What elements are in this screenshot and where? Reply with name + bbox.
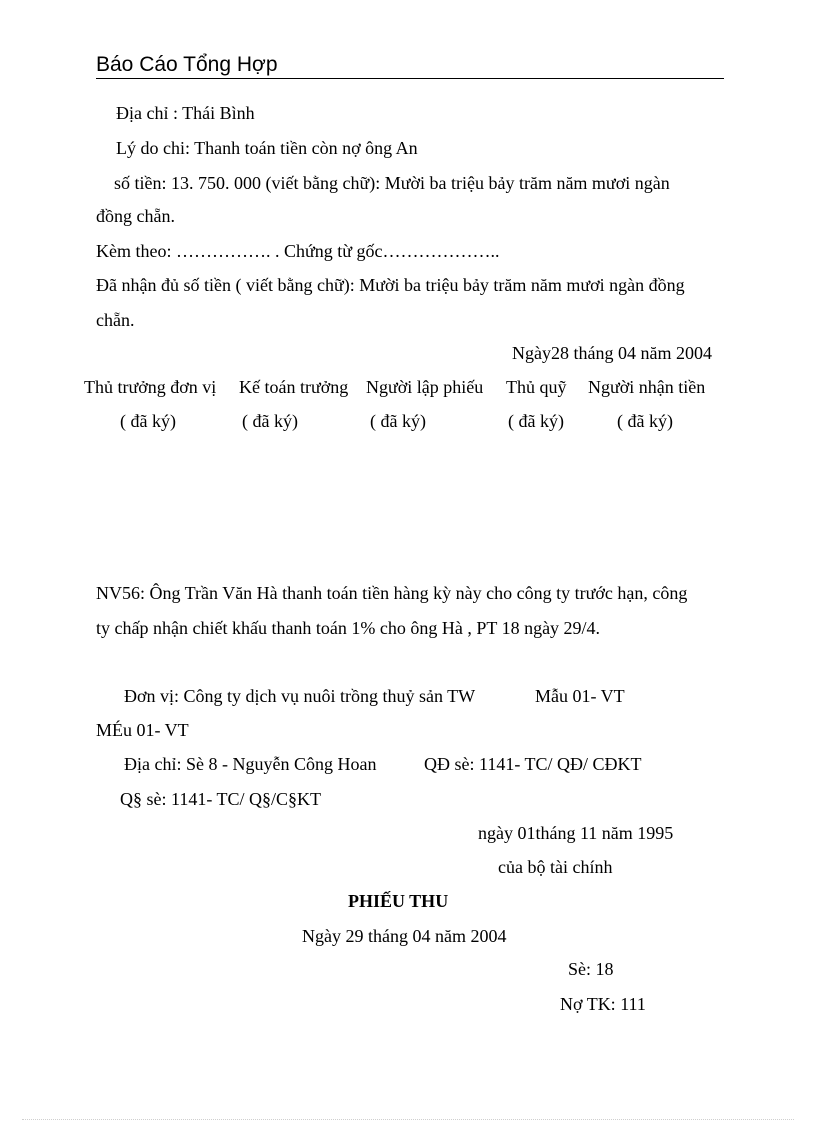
header-rule [96, 78, 724, 79]
payer-address: Địa chỉ : Thái Bình [116, 103, 255, 123]
receipt-form-code-garbled: MÉu 01- VT [96, 720, 189, 740]
attached-documents: Kèm theo: ……………. . Chứng từ gốc……………….. [96, 241, 500, 261]
signatory-role: Người lập phiếu [366, 377, 484, 397]
signatory-status: ( đã ký) [242, 411, 298, 431]
receipt-title: PHIẾU THU [348, 891, 449, 911]
receipt-decision: QĐ sè: 1141- TC/ QĐ/ CĐKT [424, 754, 642, 774]
signatory-role: Thủ quỹ [506, 377, 567, 397]
receipt-form-code: Mẫu 01- VT [535, 686, 625, 706]
receipt-address: Địa chỉ: Sè 8 - Nguyễn Công Hoan [124, 754, 377, 774]
decision-date: ngày 01tháng 11 năm 1995 [478, 823, 674, 843]
voucher-date: Ngày28 tháng 04 năm 2004 [512, 343, 712, 363]
receipt-number: Sè: 18 [568, 959, 614, 979]
transaction-line-1: NV56: Ông Trần Văn Hà thanh toán tiền hàng kỳ này cho công ty trước hạn, công [96, 583, 688, 603]
payment-reason: Lý do chi: Thanh toán tiền còn nợ ông An [116, 138, 418, 158]
signatory-role: Kế toán trưởng [239, 377, 349, 397]
receipt-date: Ngày 29 tháng 04 năm 2004 [302, 926, 507, 946]
receipt-unit: Đơn vị: Công ty dịch vụ nuôi trồng thuỷ sản TW [124, 686, 476, 706]
amount-line-cont: đồng chẵn. [96, 206, 175, 226]
page-bottom-border [22, 1119, 794, 1120]
signatory-role: Thủ trưởng đơn vị [84, 377, 217, 397]
signatory-status: ( đã ký) [508, 411, 564, 431]
received-amount-cont: chẵn. [96, 310, 135, 330]
receipt-decision-garbled: Q§ sè: 1141- TC/ Q§/C§KT [120, 789, 321, 809]
receipt-debit-account: Nợ TK: 111 [560, 994, 646, 1014]
signatory-status: ( đã ký) [370, 411, 426, 431]
page-header-title: Báo Cáo Tổng Hợp [96, 53, 278, 76]
ministry-line: của bộ tài chính [498, 857, 613, 877]
transaction-line-2: ty chấp nhận chiết khấu thanh toán 1% cho ông Hà , PT 18 ngày 29/4. [96, 618, 601, 638]
signatory-status: ( đã ký) [120, 411, 176, 431]
amount-line: số tiền: 13. 750. 000 (viết bằng chữ): Mười ba triệu bảy trăm năm mươi ngàn [114, 173, 670, 193]
signatory-status: ( đã ký) [617, 411, 673, 431]
signatory-role: Người nhận tiền [588, 377, 706, 397]
received-amount-line: Đã nhận đủ số tiền ( viết bằng chữ): Mười ba triệu bảy trăm năm mươi ngàn đồng [96, 275, 685, 295]
